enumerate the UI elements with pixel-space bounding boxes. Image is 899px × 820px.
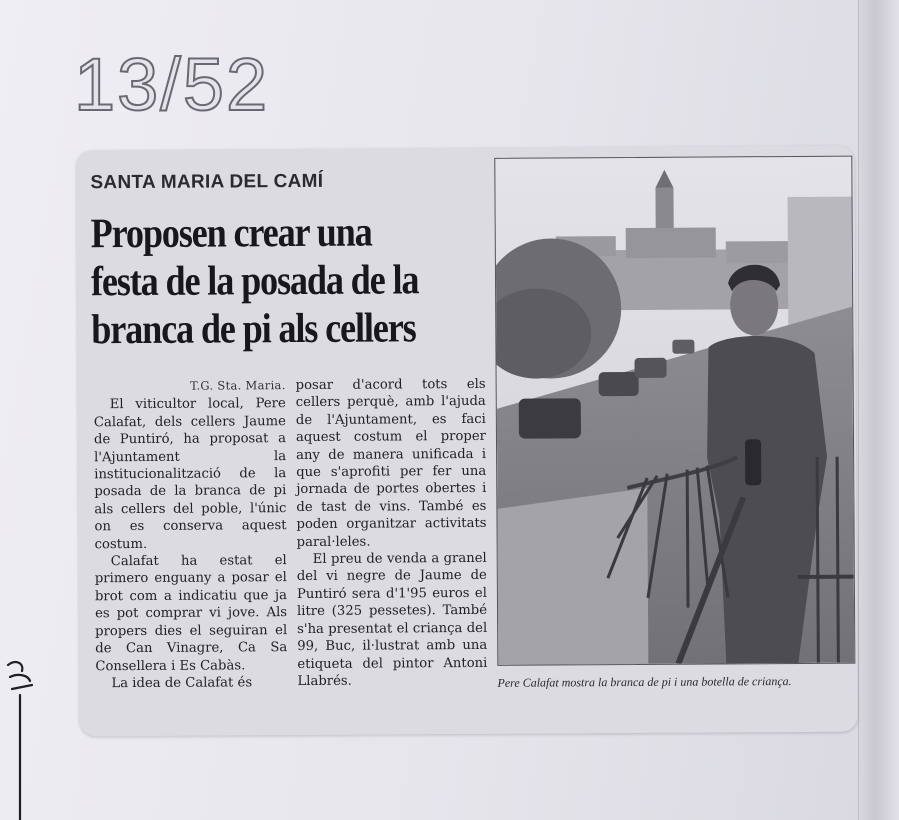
article-photo [494, 156, 855, 666]
byline: T.G. Sta. Maria. [190, 378, 286, 393]
paragraph-3-start: La idea de Calafat és [111, 675, 253, 692]
headline [91, 208, 436, 354]
handwritten-margin-mark [2, 655, 42, 820]
photo-caption: Pere Calafat mostra la branca de pi i una botella de criança. [497, 674, 792, 690]
paragraph-2: Calafat ha estat el primero enguany a posar el brot com a indicatiu que ja es pot comprar vi jove. Als propers dies el seguiran el de Can Vinagre, Ca Sa Consellera i Es Cabàs. [94, 553, 288, 674]
book-page-edge [858, 0, 899, 820]
headline-line-3: branca de pi als cellers [91, 305, 416, 354]
page-number: 13/52 [74, 43, 270, 126]
paragraph-3-rest: posar d'acord tots els cellers perquè, amb l'ajuda de l'Ajuntament, es faci aquest costum el proper any de manera unificada i que s'aprofiti per fer una jornada de portes obertes i de tast de vins. També es poden organitzar activitats paral·leles. [295, 376, 487, 550]
paragraph-4: El preu de venda a granel del vi negre de Jaume de Puntiró sera d'1'95 euros el litre (325 pessetes). També s'ha presentat el criança del 99, Buc, il·lustrat amb una etiqueta del pintor Antoni Llabrés. [296, 550, 488, 689]
headline-line-1: Proposen crear una [90, 209, 372, 258]
newspaper-clipping [76, 146, 858, 737]
paragraph-1: El viticultor local, Pere Calafat, dels cellers Jaume de Puntiró, ha proposat a l'Ajuntament la institucionalització de la posada de la branca de pi als cellers del poble, l'únic on es conserva aquest costum. [93, 396, 287, 552]
section-label: SANTA MARIA DEL CAMÍ [90, 170, 324, 194]
article-column-1 [94, 377, 288, 692]
headline-line-2: festa de la posada de la [90, 257, 419, 306]
article-column-2 [296, 376, 488, 690]
